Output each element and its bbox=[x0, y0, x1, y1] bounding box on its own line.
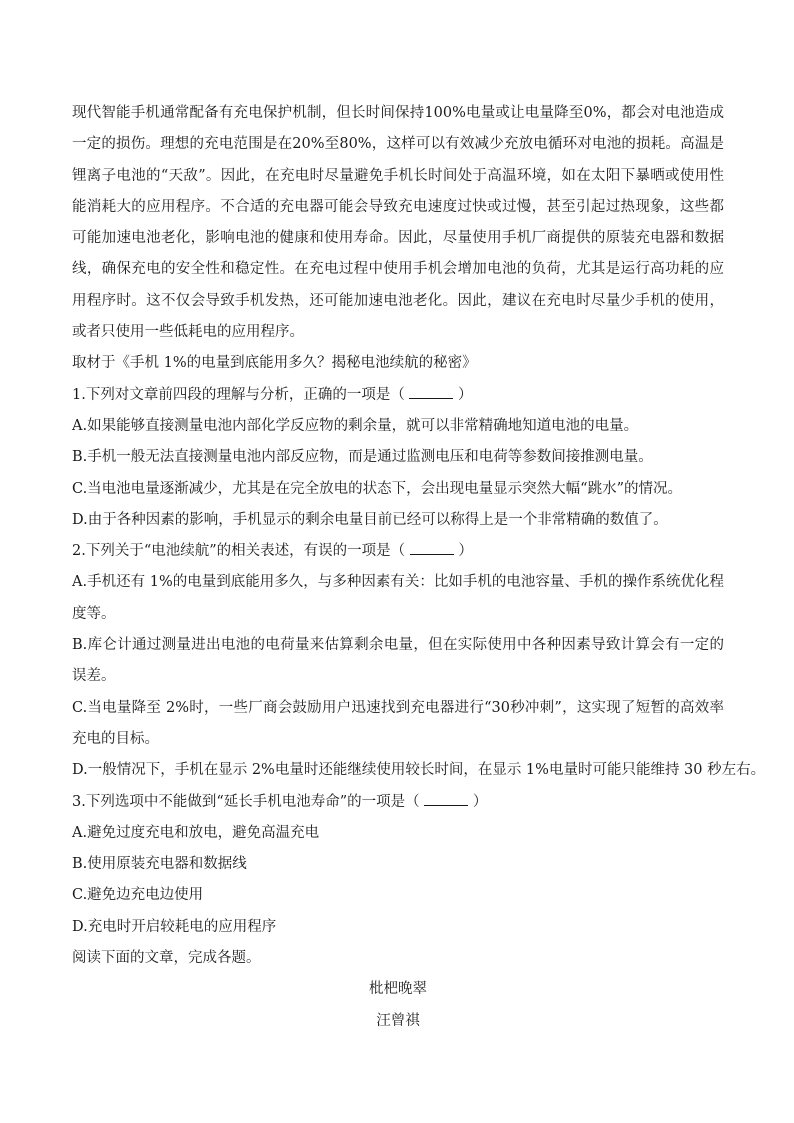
answer-blank-1[interactable] bbox=[409, 384, 453, 399]
question-3-stem-text: 3.下列选项中不能做到“延长手机电池寿命”的一项是（ bbox=[72, 793, 425, 810]
question-1-stem bbox=[72, 380, 724, 411]
source-citation: 取材于《手机 1%的电量到底能用多久？揭秘电池续航的秘密》 bbox=[72, 355, 477, 372]
question-3-option-d: D.充电时开启较耗电的应用程序 bbox=[72, 918, 277, 935]
article-title: 枇杷晚翠 bbox=[369, 981, 427, 998]
answer-blank-3[interactable] bbox=[424, 791, 468, 806]
question-2-option-c: C.当电量降至 2%时，一些厂商会鼓励用户迅速找到充电器进行“30秒冲刺”，这实现了短暂的高效率充电的目标。 bbox=[72, 699, 724, 747]
question-1-option-c: C.当电池电量逐渐减少，尤其是在完全放电的状态下，会出现电量显示突然大幅“跳水”的情况。 bbox=[72, 480, 683, 497]
question-3-option-a: A.避免过度充电和放电，避免高温充电 bbox=[72, 824, 320, 841]
question-1-option-d: D.由于各种因素的影响，手机显示的剩余电量目前已经可以称得上是一个非常精确的数值了。 bbox=[72, 511, 668, 528]
question-2-stem-text: 2.下列关于“电池续航”的相关表述，有误的一项是（ bbox=[72, 543, 410, 560]
article-author: 汪曾祺 bbox=[376, 1012, 420, 1029]
question-2-option-a: A.手机还有 1%的电量到底能用多久，与多种因素有关：比如手机的电池容量、手机的操作系统优化程度等。 bbox=[72, 574, 724, 622]
document-page bbox=[72, 98, 766, 1037]
question-3-option-b: B.使用原装充电器和数据线 bbox=[72, 856, 247, 873]
passage-paragraph: 现代智能手机通常配备有充电保护机制，但长时间保持100%电量或让电量降至0%，都会对电池造成一定的损伤。理想的充电范围是在20%至80%，这样可以有效减少充放电循环对电池的损耗。高温是锂离子电池的“天敌”。因此，在充电时尽量避免手机长时间处于高温环境，如在太阳下暴晒或使用性能消耗大的应用程序。不合适的充电器可能会导致充电速度过快或过慢，甚至引起过热现象，这些都可能加速电池老化，影响电池的健康和使用寿命。因此，尽量使用手机厂商提供的原装充电器和数据线，确保充电的安全性和稳定性。在充电过程中使用手机会增加电池的负荷，尤其是运行高功耗的应用程序时。这不仅会导致手机发热，还可能加速电池老化。因此，建议在充电时尽量少手机的使用，或者只使用一些低耗电的应用程序。 bbox=[72, 105, 724, 341]
question-3-option-c: C.避免边充电边使用 bbox=[72, 887, 204, 904]
question-1-option-a: A.如果能够直接测量电池内部化学反应物的剩余量，就可以非常精确地知道电池的电量。 bbox=[72, 417, 639, 434]
question-2-stem-close: ） bbox=[453, 543, 473, 560]
question-2-option-b: B.库仑计通过测量进出电池的电荷量来估算剩余电量，但在实际使用中各种因素导致计算会有一定的误差。 bbox=[72, 637, 724, 685]
question-1-stem-text: 1.下列对文章前四段的理解与分析，正确的一项是（ bbox=[72, 386, 410, 403]
question-1-stem-close: ） bbox=[453, 386, 473, 403]
answer-blank-2[interactable] bbox=[410, 540, 454, 555]
question-1-option-b: B.手机一般无法直接测量电池内部反应物，而是通过监测电压和电荷等参数间接推测电量。 bbox=[72, 449, 653, 466]
reading-instruction: 阅读下面的文章，完成各题。 bbox=[72, 950, 261, 967]
question-2-option-d: D.一般情况下，手机在显示 2%电量时还能继续使用较长时间，在显示 1%电量时可能只能维持 30 秒左右。 bbox=[72, 762, 766, 779]
question-3-stem-close: ） bbox=[468, 793, 488, 810]
question-3-stem bbox=[72, 787, 724, 818]
question-2-stem bbox=[72, 536, 724, 567]
